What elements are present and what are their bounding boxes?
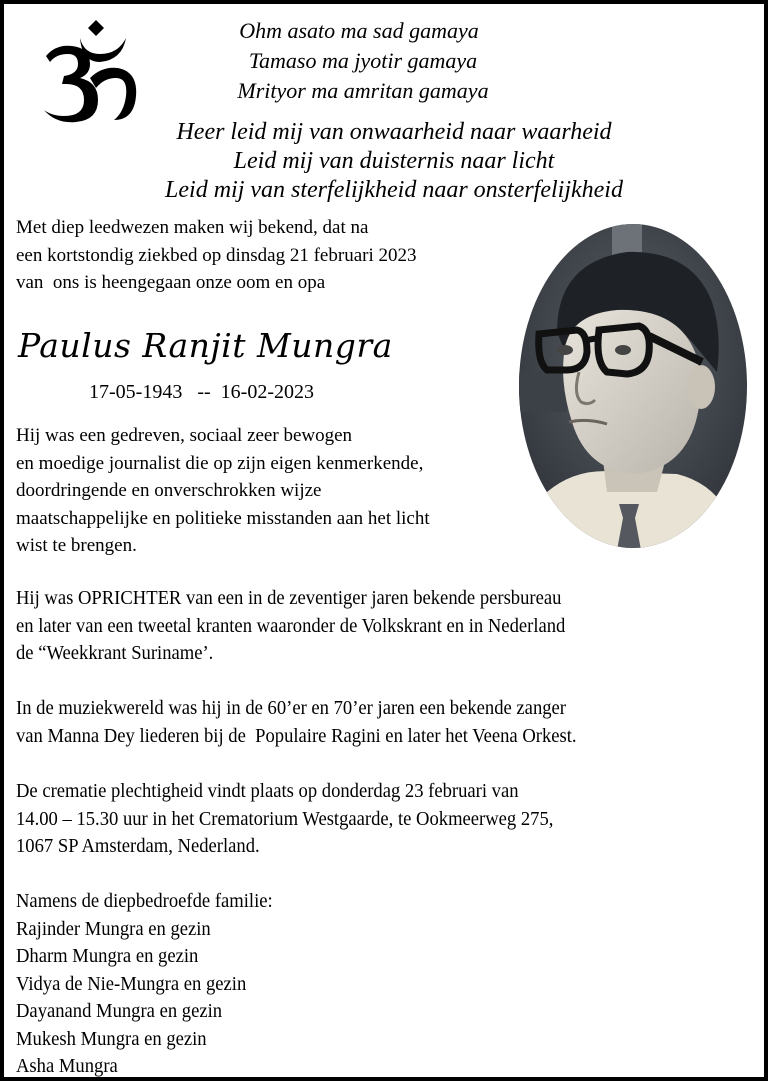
translation-line: Leid mij van sterfelijkheid naar onsterfelijkheid [165,177,623,203]
mantra-line: Ohm asato ma sad gamaya [239,18,479,43]
founder-line: en later van een tweetal kranten waaronder de Volkskrant en in Nederland [16,614,566,637]
family-member: Asha Mungra [16,1055,118,1077]
family-member: Dayanand Mungra en gezin [16,1000,223,1022]
biography-line: en moedige journalist die op zijn eigen kenmerkende, [16,452,424,474]
ceremony-line: De crematie plechtigheid vindt plaats op donderdag 23 februari van [16,780,519,802]
biography [16,422,430,560]
family-member: Dharm Mungra en gezin [16,945,199,967]
om-symbol-icon [38,16,142,128]
founder-line: de “Weekkrant Suriname’. [16,642,214,664]
family-member: Mukesh Mungra en gezin [16,1027,207,1050]
ceremony-paragraph [16,778,553,861]
biography-line: doordringende en onverschrokken wijze [16,480,322,501]
announcement [16,214,416,297]
life-dates [89,381,314,404]
family-list [16,888,273,1081]
announcement-line: een kortstondig ziekbed op dinsdag 21 februari 2023 [16,244,417,266]
biography-line: Hij was een gedreven, sociaal zeer bewogen [16,425,353,446]
family-member: Vidya de Nie-Mungra en gezin [16,972,247,995]
ceremony-line: 1067 SP Amsterdam, Nederland. [16,835,260,857]
mantra-line: Tamaso ma jyotir gamaya [248,48,478,73]
deceased-name: Paulus Ranjit Mungra [18,326,393,365]
death-date: 16-02-2023 [220,381,314,403]
family-member: Rajinder Mungra en gezin [16,917,211,940]
biography-line: wist te brengen. [16,535,137,556]
family-intro: Namens de diepbedroefde familie: [16,890,273,912]
mantra [194,16,524,106]
birth-date: 17-05-1943 [89,381,183,403]
founder-paragraph [16,585,565,668]
mantra-translation [94,118,694,205]
ceremony-line: 14.00 – 15.30 uur in het Crematorium Westgaarde, te Ookmeerweg 275, [16,807,554,830]
music-paragraph [16,695,577,750]
biography-line: maatschappelijke en politieke misstanden aan het licht [16,507,430,529]
music-line: In de muziekwereld was hij in de 60’er en 70’er jaren een bekende zanger [16,697,566,719]
announcement-line: Met diep leedwezen maken wij bekend, dat na [16,217,369,238]
mantra-line: Mrityor ma amritan gamaya [237,78,489,103]
announcement-line: van ons is heengegaan onze oom en opa [16,272,326,293]
date-separator: -- [197,381,211,403]
founder-line: Hij was OPRICHTER van een in de zeventiger jaren bekende persbureau [16,587,562,609]
translation-line: Leid mij van duisternis naar licht [233,148,555,174]
portrait-photo [517,222,749,550]
music-line: van Manna Dey liederen bij de Populaire Ragini en later het Veena Orkest. [16,724,577,747]
translation-line: Heer leid mij van onwaarheid naar waarheid [176,119,612,145]
